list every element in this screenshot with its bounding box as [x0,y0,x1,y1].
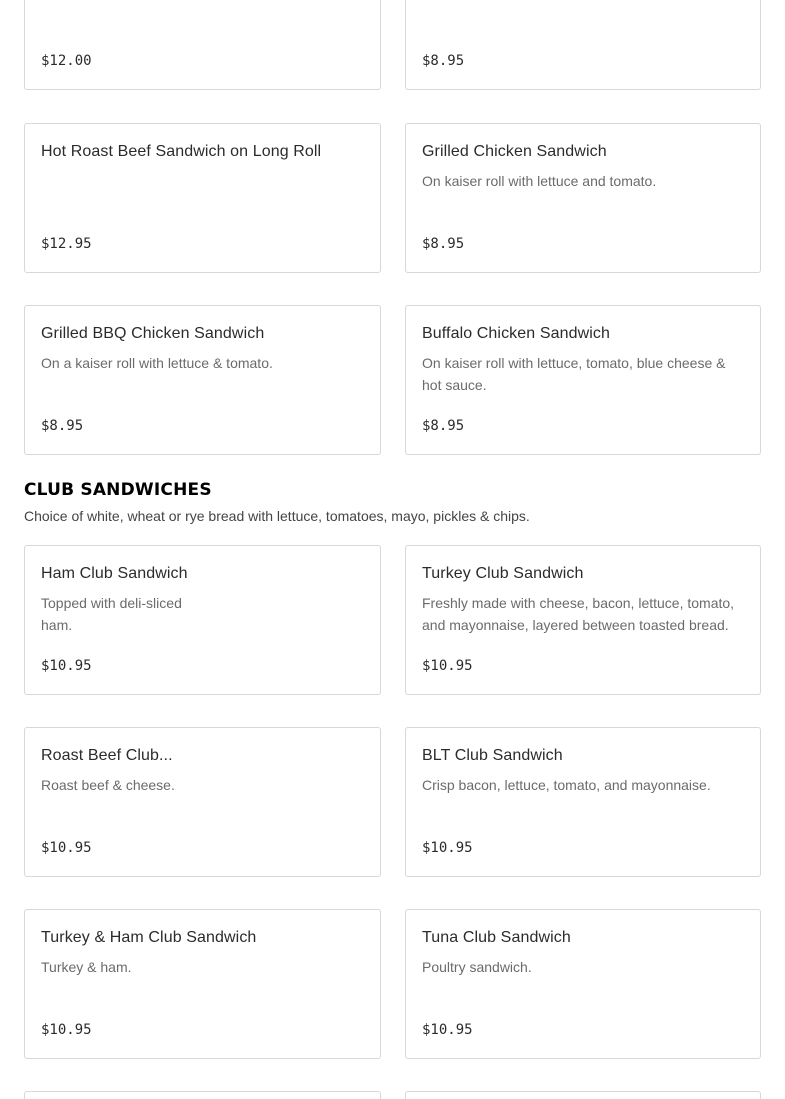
item-description [422,352,725,396]
item-price: $8.95 [41,418,84,434]
menu-item-card[interactable] [405,1091,761,1099]
item-name: Roast Beef Club... [41,747,173,764]
menu-item-card[interactable] [405,305,761,455]
description-line: On kaiser roll with lettuce, tomato, blue cheese & [422,355,726,371]
menu-item-card[interactable] [24,909,381,1059]
menu-item-card[interactable] [24,1091,381,1099]
item-name: Turkey Club Sandwich [422,565,584,582]
item-name: Tuna Club Sandwich [422,929,571,946]
item-description [41,592,182,636]
section-title: CLUB SANDWICHES [24,480,212,500]
menu-item-card[interactable] [405,545,761,695]
description-line: ham. [41,617,73,633]
item-description [422,592,734,636]
item-price: $10.95 [41,1022,92,1038]
menu-item-card[interactable] [24,0,381,90]
item-description: Poultry sandwich. [422,959,532,975]
item-price: $8.95 [422,53,465,69]
item-description: On a kaiser roll with lettuce & tomato. [41,355,273,371]
menu-item-card[interactable] [24,545,381,695]
menu-item-card[interactable] [405,123,761,273]
item-price: $10.95 [422,840,473,856]
description-line: Freshly made with cheese, bacon, lettuce, tomato, [422,595,735,611]
item-price: $10.95 [41,840,92,856]
menu-item-card[interactable] [405,909,761,1059]
menu-item-card[interactable] [24,727,381,877]
menu-item-card[interactable] [405,0,761,90]
item-name: Hot Roast Beef Sandwich on Long Roll [41,143,322,160]
item-description: Roast beef & cheese. [41,777,175,793]
item-name: Turkey & Ham Club Sandwich [41,929,257,946]
item-name: Grilled Chicken Sandwich [422,143,607,160]
item-description: On kaiser roll with lettuce and tomato. [422,173,657,189]
item-price: $10.95 [422,658,473,674]
item-price: $8.95 [422,236,465,252]
section-description: Choice of white, wheat or rye bread with lettuce, tomatoes, mayo, pickles & chips. [24,508,530,524]
item-price: $10.95 [422,1022,473,1038]
description-line: and mayonnaise, layered between toasted bread. [422,617,729,633]
menu-item-card[interactable] [24,123,381,273]
item-price: $12.95 [41,236,92,252]
item-price: $10.95 [41,658,92,674]
item-name: Grilled BBQ Chicken Sandwich [41,325,265,342]
description-line: Topped with deli-sliced [41,595,182,611]
item-name: BLT Club Sandwich [422,747,563,764]
item-price: $8.95 [422,418,465,434]
menu-item-card[interactable] [24,305,381,455]
menu-item-card[interactable] [405,727,761,877]
item-name: Ham Club Sandwich [41,565,188,582]
item-description: Crisp bacon, lettuce, tomato, and mayonnaise. [422,777,711,793]
item-description: Turkey & ham. [41,959,132,975]
description-line: hot sauce. [422,377,487,393]
item-name: Buffalo Chicken Sandwich [422,325,610,342]
item-price: $12.00 [41,53,92,69]
